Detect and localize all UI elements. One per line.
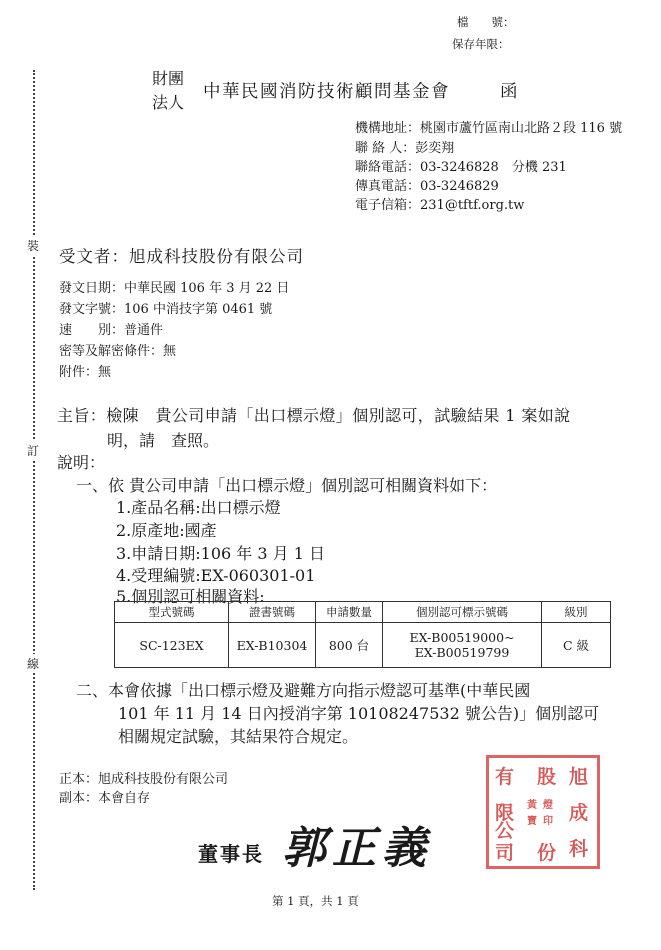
attachment: 附件：無 — [59, 365, 112, 380]
permit-table — [114, 601, 611, 668]
cell-model: SC-123EX — [115, 623, 229, 668]
phone: 聯絡電話：03-3246828 分機 231 — [355, 160, 567, 175]
sub-item-apply-date: 3.申請日期:106 年 3 月 1 日 — [116, 544, 325, 563]
organization-name: 中華民國消防技術顧問基金會 — [203, 82, 450, 102]
seal-char: 成 — [569, 802, 589, 824]
recipient: 受文者：旭成科技股份有限公司 — [59, 247, 304, 266]
header-grade: 級別 — [542, 602, 611, 623]
seal-char: 司 — [495, 842, 515, 864]
explanation-heading: 說明： — [57, 453, 106, 472]
copy-recipient: 副本：本會自存 — [59, 791, 151, 806]
binding-mark-2: 訂 — [27, 441, 39, 460]
seal-char: 旭 — [569, 766, 589, 788]
letterhead-prefix-line1: 財團 — [152, 69, 185, 88]
seal-char: 有 — [495, 766, 515, 788]
binding-mark-3: 線 — [27, 654, 39, 673]
seal-inner-char: 印 — [543, 816, 553, 827]
sub-item-permit-data: 5.個別認可相關資料: — [116, 587, 265, 606]
seal-inner-char: 燈 — [543, 800, 553, 811]
original-recipient: 正本：旭成科技股份有限公司 — [59, 772, 229, 787]
subject-line-1: 主旨：檢陳 貴公司申請「出口標示燈」個別認可，試驗結果 1 案如說 — [57, 406, 571, 425]
cell-certificate: EX-B10304 — [229, 623, 316, 668]
cell-quantity: 800 台 — [316, 623, 383, 668]
header-model: 型式號碼 — [115, 602, 229, 623]
document-number: 發文字號：106 中消技字第 0461 號 — [59, 302, 273, 317]
chairman-signature: 郭正義 — [282, 823, 432, 874]
cell-mark-number — [383, 623, 542, 668]
secrecy: 密等及解密條件：無 — [59, 344, 177, 359]
header-certificate: 證書號碼 — [229, 602, 316, 623]
page-footer: 第 1 頁，共 1 頁 — [272, 894, 359, 908]
subject-line-2: 明，請 查照。 — [107, 431, 220, 450]
seal-char: 股 — [537, 766, 557, 788]
address: 機構地址：桃園市蘆竹區南山北路２段 116 號 — [355, 121, 623, 136]
email: 電子信箱：231@tftf.org.tw — [355, 198, 525, 213]
seal-char: 科 — [569, 838, 589, 860]
sub-item-product: 1.產品名稱:出口標示燈 — [116, 498, 281, 517]
sub-item-case-number: 4.受理編號:EX-060301-01 — [116, 566, 316, 585]
letterhead-prefix-line2: 法人 — [152, 93, 185, 112]
letterhead-prefix — [152, 67, 184, 115]
seal-char: 份 — [537, 842, 557, 864]
cell-mark-line-1: EX-B00519000~ — [409, 630, 515, 645]
binding-mark-1: 裝 — [27, 236, 39, 255]
fax: 傳真電話：03-3246829 — [355, 179, 499, 194]
seal-inner-char: 黃 — [527, 800, 537, 811]
explanation-item-1: 一、依 貴公司申請「出口標示燈」個別認可相關資料如下： — [76, 476, 498, 495]
header-mark-number: 個別認可標示號碼 — [383, 602, 542, 623]
explanation-item-2-line-2: 101 年 11 月 14 日內授消字第 10108247532 號公告)」個別認可 — [118, 704, 600, 723]
seal-inner-char: 寶 — [527, 816, 537, 827]
contact-person: 聯 絡 人：彭奕翔 — [355, 141, 455, 156]
header-quantity: 申請數量 — [316, 602, 383, 623]
table-row — [115, 623, 611, 668]
cell-grade: C 級 — [542, 623, 611, 668]
file-number-label: 檔 號： — [457, 15, 515, 29]
issue-date: 發文日期：中華民國 106 年 3 月 22 日 — [59, 281, 290, 296]
permit-table-header-row — [115, 602, 611, 623]
company-seal — [486, 755, 600, 869]
seal-char: 公 — [495, 820, 515, 842]
urgency: 速 別：普通件 — [59, 323, 164, 338]
document-type: 函 — [500, 82, 518, 102]
chairman-title: 董事長 — [198, 842, 264, 866]
sub-item-origin: 2.原產地:國產 — [116, 521, 217, 540]
binding-line — [33, 70, 35, 890]
explanation-item-2-line-1: 二、本會依據「出口標示燈及避難方向指示燈認可基準(中華民國 — [76, 681, 531, 700]
cell-mark-line-2: EX-B00519799 — [414, 645, 510, 660]
explanation-item-2-line-3: 相關規定試驗，其結果符合規定。 — [118, 727, 359, 746]
seal-char: 限 — [495, 802, 515, 824]
retention-period-label: 保存年限： — [452, 37, 510, 51]
